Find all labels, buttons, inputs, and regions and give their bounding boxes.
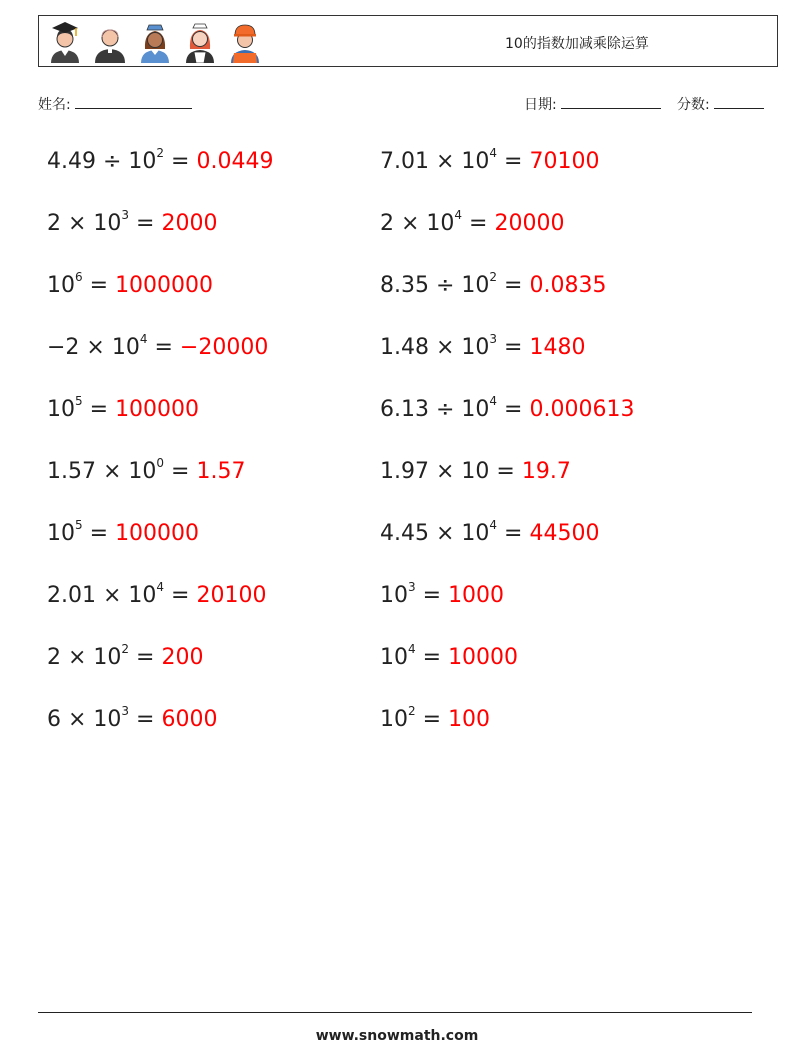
problem-equals: = bbox=[497, 273, 530, 298]
problem-expression: 2 × 10 bbox=[47, 645, 122, 670]
problem-answer: 1000000 bbox=[115, 273, 214, 298]
waitress-avatar-icon bbox=[182, 19, 218, 63]
problem-right-7 bbox=[380, 514, 599, 554]
problem-answer: 1.57 bbox=[196, 459, 246, 484]
problem-left-3 bbox=[47, 266, 213, 306]
problem-left-4 bbox=[47, 328, 268, 368]
name-label: 姓名: bbox=[38, 97, 71, 113]
problem-exponent: 4 bbox=[156, 580, 165, 594]
problem-expression: 10 bbox=[47, 273, 75, 298]
avatar-strip bbox=[47, 19, 263, 63]
date-field bbox=[524, 94, 661, 114]
construction-worker-avatar-icon bbox=[227, 19, 263, 63]
problem-equals: = bbox=[164, 149, 197, 174]
problem-expression: 4.49 ÷ 10 bbox=[47, 149, 157, 174]
problem-answer: 44500 bbox=[529, 521, 600, 546]
problem-exponent: 5 bbox=[75, 394, 83, 408]
problem-expression: 6 × 10 bbox=[47, 707, 122, 732]
problem-answer: 100000 bbox=[115, 521, 200, 546]
problem-expression: 8.35 ÷ 10 bbox=[380, 273, 490, 298]
problem-right-2 bbox=[380, 204, 564, 244]
problem-exponent: 6 bbox=[75, 270, 83, 284]
problem-exponent: 3 bbox=[489, 332, 498, 346]
problem-equals: = bbox=[82, 273, 116, 298]
problem-answer: 0.0835 bbox=[529, 273, 607, 298]
problem-exponent: 4 bbox=[454, 208, 463, 222]
problem-expression: 10 bbox=[380, 645, 408, 670]
problem-left-2 bbox=[47, 204, 217, 244]
problem-expression: 2.01 × 10 bbox=[47, 583, 157, 608]
problem-equals: = bbox=[129, 707, 162, 732]
problem-exponent: 4 bbox=[489, 518, 498, 532]
problem-answer: 10000 bbox=[448, 645, 519, 670]
problem-equals: = bbox=[415, 707, 449, 732]
problem-exponent: 2 bbox=[121, 642, 130, 656]
problem-answer: 20000 bbox=[494, 211, 565, 236]
problem-expression: 6.13 ÷ 10 bbox=[380, 397, 490, 422]
problem-equals: = bbox=[497, 521, 530, 546]
problem-equals: = bbox=[462, 211, 495, 236]
problem-right-8 bbox=[380, 576, 504, 616]
priest-avatar-icon bbox=[92, 19, 128, 63]
problem-answer: 20100 bbox=[196, 583, 267, 608]
problem-expression: 10 bbox=[380, 707, 408, 732]
problem-answer: 0.0449 bbox=[196, 149, 274, 174]
problem-expression: 1.48 × 10 bbox=[380, 335, 490, 360]
problem-expression: 7.01 × 10 bbox=[380, 149, 490, 174]
problem-expression: 10 bbox=[380, 583, 408, 608]
problem-equals: = bbox=[489, 459, 522, 484]
problem-left-10 bbox=[47, 700, 217, 740]
problem-expression: 1.97 × 10 bbox=[380, 459, 490, 484]
score-blank-line[interactable] bbox=[714, 96, 764, 109]
problem-left-5 bbox=[47, 390, 199, 430]
problem-left-7 bbox=[47, 514, 199, 554]
problem-exponent: 3 bbox=[121, 208, 130, 222]
score-field bbox=[677, 94, 764, 114]
problem-answer: 2000 bbox=[161, 211, 218, 236]
worksheet-title: 10的指数加减乘除运算 bbox=[505, 36, 649, 52]
problem-exponent: 4 bbox=[489, 146, 498, 160]
problem-left-8 bbox=[47, 576, 266, 616]
problem-equals: = bbox=[497, 397, 530, 422]
problem-expression: 10 bbox=[47, 397, 75, 422]
problem-answer: 100 bbox=[448, 707, 491, 732]
problem-equals: = bbox=[497, 335, 530, 360]
date-label: 日期: bbox=[524, 97, 557, 113]
problem-expression: −2 × 10 bbox=[47, 335, 140, 360]
worksheet-header bbox=[38, 15, 778, 67]
problem-expression: 2 × 10 bbox=[380, 211, 455, 236]
nurse-avatar-icon bbox=[137, 19, 173, 63]
problem-expression: 10 bbox=[47, 521, 75, 546]
graduate-avatar-icon bbox=[47, 19, 83, 63]
problem-equals: = bbox=[129, 211, 162, 236]
problem-equals: = bbox=[415, 645, 449, 670]
problem-left-9 bbox=[47, 638, 203, 678]
problem-exponent: 0 bbox=[156, 456, 165, 470]
problem-answer: −20000 bbox=[179, 335, 269, 360]
problem-right-1 bbox=[380, 142, 599, 182]
problem-expression: 2 × 10 bbox=[47, 211, 122, 236]
problem-exponent: 3 bbox=[121, 704, 130, 718]
problem-right-10 bbox=[380, 700, 490, 740]
problem-right-9 bbox=[380, 638, 518, 678]
problem-equals: = bbox=[497, 149, 530, 174]
problem-answer: 19.7 bbox=[521, 459, 571, 484]
problem-answer: 0.000613 bbox=[529, 397, 635, 422]
problem-expression: 4.45 × 10 bbox=[380, 521, 490, 546]
problem-exponent: 2 bbox=[408, 704, 416, 718]
problem-left-6 bbox=[47, 452, 245, 492]
problem-exponent: 2 bbox=[156, 146, 165, 160]
problem-answer: 1000 bbox=[448, 583, 505, 608]
problem-exponent: 4 bbox=[408, 642, 416, 656]
problem-right-4 bbox=[380, 328, 585, 368]
date-blank-line[interactable] bbox=[561, 96, 661, 109]
problem-equals: = bbox=[164, 583, 197, 608]
name-blank-line[interactable] bbox=[75, 96, 192, 109]
problem-answer: 6000 bbox=[161, 707, 218, 732]
problem-equals: = bbox=[415, 583, 449, 608]
score-label: 分数: bbox=[677, 97, 710, 113]
problem-answer: 70100 bbox=[529, 149, 600, 174]
problem-right-5 bbox=[380, 390, 634, 430]
problem-exponent: 4 bbox=[139, 332, 148, 346]
problem-answer: 100000 bbox=[115, 397, 200, 422]
problem-right-3 bbox=[380, 266, 606, 306]
problem-equals: = bbox=[164, 459, 197, 484]
problem-equals: = bbox=[129, 645, 162, 670]
problem-left-1 bbox=[47, 142, 273, 182]
footer-url: www.snowmath.com bbox=[315, 1028, 479, 1044]
problem-answer: 200 bbox=[161, 645, 204, 670]
problem-equals: = bbox=[82, 397, 116, 422]
problem-right-6 bbox=[380, 452, 571, 492]
problem-equals: = bbox=[147, 335, 180, 360]
problem-exponent: 3 bbox=[408, 580, 416, 594]
problem-exponent: 2 bbox=[489, 270, 498, 284]
problem-answer: 1480 bbox=[529, 335, 586, 360]
footer-divider bbox=[38, 1012, 752, 1013]
problem-expression: 1.57 × 10 bbox=[47, 459, 157, 484]
problem-equals: = bbox=[82, 521, 116, 546]
name-field bbox=[38, 94, 192, 114]
problem-exponent: 5 bbox=[75, 518, 83, 532]
problem-exponent: 4 bbox=[489, 394, 498, 408]
